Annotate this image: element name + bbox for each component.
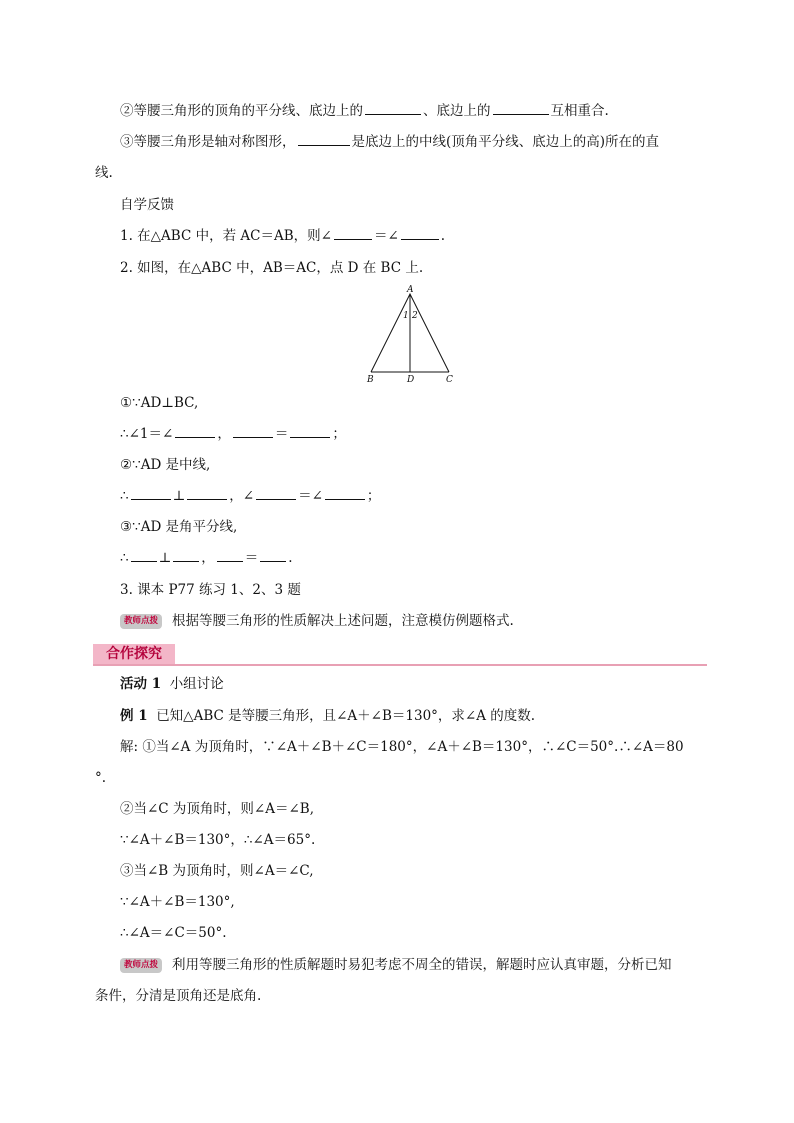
question-1 bbox=[0, 226, 794, 246]
question-2 bbox=[0, 258, 794, 278]
teacher-tip-badge: 教师点拨 bbox=[120, 614, 162, 629]
solution-2b bbox=[0, 830, 794, 850]
activity-heading bbox=[0, 674, 794, 694]
activity-title: 小组讨论 bbox=[169, 676, 224, 692]
part-2-condition bbox=[0, 455, 794, 475]
blank[interactable] bbox=[365, 102, 421, 115]
text: ∵∠A＋∠B＝130°，∴∠A＝65°. bbox=[120, 832, 316, 848]
section-divider bbox=[93, 664, 707, 666]
text: ； bbox=[332, 426, 346, 442]
text: ＝ bbox=[244, 550, 259, 566]
blank[interactable] bbox=[298, 133, 350, 146]
knowledge-item-3-cont bbox=[0, 163, 794, 183]
blank[interactable] bbox=[187, 487, 227, 500]
solution-3c bbox=[0, 923, 794, 943]
blank[interactable] bbox=[131, 549, 157, 562]
text: ②当∠C 为顶角时，则∠A＝∠B, bbox=[120, 801, 315, 817]
knowledge-item-2 bbox=[0, 101, 794, 121]
text: 1. 在△ABC 中，若 AC＝AB，则∠ bbox=[120, 228, 332, 244]
part-3-result bbox=[0, 548, 794, 568]
solution-1 bbox=[0, 737, 794, 757]
blank[interactable] bbox=[290, 425, 330, 438]
text: 根据等腰三角形的性质解决上述问题，注意模仿例题格式. bbox=[172, 613, 514, 629]
heading: 自学反馈 bbox=[120, 197, 174, 213]
text: °. bbox=[95, 770, 107, 786]
text: ②∵AD 是中线, bbox=[120, 457, 211, 473]
blank[interactable] bbox=[325, 487, 365, 500]
solution-3b bbox=[0, 892, 794, 912]
label-a: A bbox=[407, 285, 414, 295]
part-2-result bbox=[0, 486, 794, 506]
text: ＝∠ bbox=[373, 228, 399, 244]
text: 、底边上的 bbox=[423, 103, 491, 119]
blank[interactable] bbox=[131, 487, 171, 500]
text: ∴∠1＝∠ bbox=[120, 426, 174, 442]
blank[interactable] bbox=[493, 102, 549, 115]
text: ＝ bbox=[274, 426, 289, 442]
teacher-tip-2 bbox=[0, 955, 794, 975]
part-1-condition bbox=[0, 393, 794, 413]
text: ⊥ bbox=[172, 488, 186, 504]
text: ①∵AD⊥BC, bbox=[120, 395, 199, 411]
text: . bbox=[440, 228, 446, 244]
text: ， bbox=[201, 550, 215, 566]
text: 解: ①当∠A 为顶角时，∵∠A＋∠B＋∠C＝180°，∠A＋∠B＝130°，∴∠C＝50°.∴∠A＝80 bbox=[120, 739, 684, 755]
activity-label: 活动 1 bbox=[120, 676, 162, 692]
text: ∵∠A＋∠B＝130°, bbox=[120, 894, 235, 910]
text: 互相重合. bbox=[550, 103, 609, 119]
part-3-condition bbox=[0, 517, 794, 537]
question-3 bbox=[0, 580, 794, 600]
text: ③当∠B 为顶角时，则∠A＝∠C, bbox=[120, 863, 314, 879]
text: ＝∠ bbox=[298, 488, 323, 504]
teacher-tip-2-cont bbox=[0, 986, 794, 1006]
text: ∴ bbox=[120, 488, 129, 504]
feedback-title bbox=[0, 195, 794, 215]
text: ∴ bbox=[120, 550, 129, 566]
knowledge-item-3 bbox=[0, 132, 794, 152]
text: ； bbox=[366, 488, 381, 504]
text: ， bbox=[217, 426, 231, 442]
text: ②等腰三角形的顶角的平分线、底边上的 bbox=[120, 103, 363, 119]
teacher-tip-badge: 教师点拨 bbox=[120, 958, 162, 973]
text: ③等腰三角形是轴对称图形， bbox=[120, 134, 296, 150]
blank[interactable] bbox=[175, 425, 215, 438]
text: 3. 课本 P77 练习 1、2、3 题 bbox=[120, 582, 301, 598]
teacher-tip-1 bbox=[0, 611, 794, 631]
label-d: D bbox=[407, 375, 415, 384]
blank[interactable] bbox=[217, 549, 243, 562]
text: ⊥ bbox=[158, 550, 172, 566]
section-title: 合作探究 bbox=[93, 644, 175, 664]
blank[interactable] bbox=[401, 227, 439, 240]
label-angle-1: 1 bbox=[403, 311, 409, 321]
text: ，∠ bbox=[229, 488, 255, 504]
blank[interactable] bbox=[334, 227, 372, 240]
solution-2a bbox=[0, 799, 794, 819]
text: ③∵AD 是角平分线, bbox=[120, 519, 238, 535]
text: 线. bbox=[95, 165, 113, 181]
part-1-result bbox=[0, 424, 794, 444]
label-angle-2: 2 bbox=[412, 311, 418, 321]
example-1 bbox=[0, 706, 794, 726]
example-text: 已知△ABC 是等腰三角形，且∠A＋∠B＝130°，求∠A 的度数. bbox=[156, 708, 536, 724]
blank[interactable] bbox=[260, 549, 286, 562]
solution-1-cont bbox=[0, 768, 794, 788]
blank[interactable] bbox=[233, 425, 273, 438]
triangle-figure bbox=[360, 284, 460, 384]
example-label: 例 1 bbox=[120, 708, 148, 724]
text: ∴∠A＝∠C＝50°. bbox=[120, 925, 227, 941]
text: 利用等腰三角形的性质解题时易犯考虑不周全的错误，解题时应认真审题，分析已知 bbox=[172, 957, 672, 973]
blank[interactable] bbox=[173, 549, 199, 562]
text: . bbox=[288, 550, 293, 566]
blank[interactable] bbox=[256, 487, 296, 500]
text: 是底边上的中线(顶角平分线、底边上的高)所在的直 bbox=[351, 134, 660, 150]
label-b: B bbox=[367, 375, 374, 384]
label-c: C bbox=[446, 375, 453, 384]
text: 2. 如图，在△ABC 中，AB＝AC，点 D 在 BC 上. bbox=[120, 260, 424, 276]
solution-3a bbox=[0, 861, 794, 881]
text: 条件，分清是顶角还是底角. bbox=[95, 988, 262, 1004]
